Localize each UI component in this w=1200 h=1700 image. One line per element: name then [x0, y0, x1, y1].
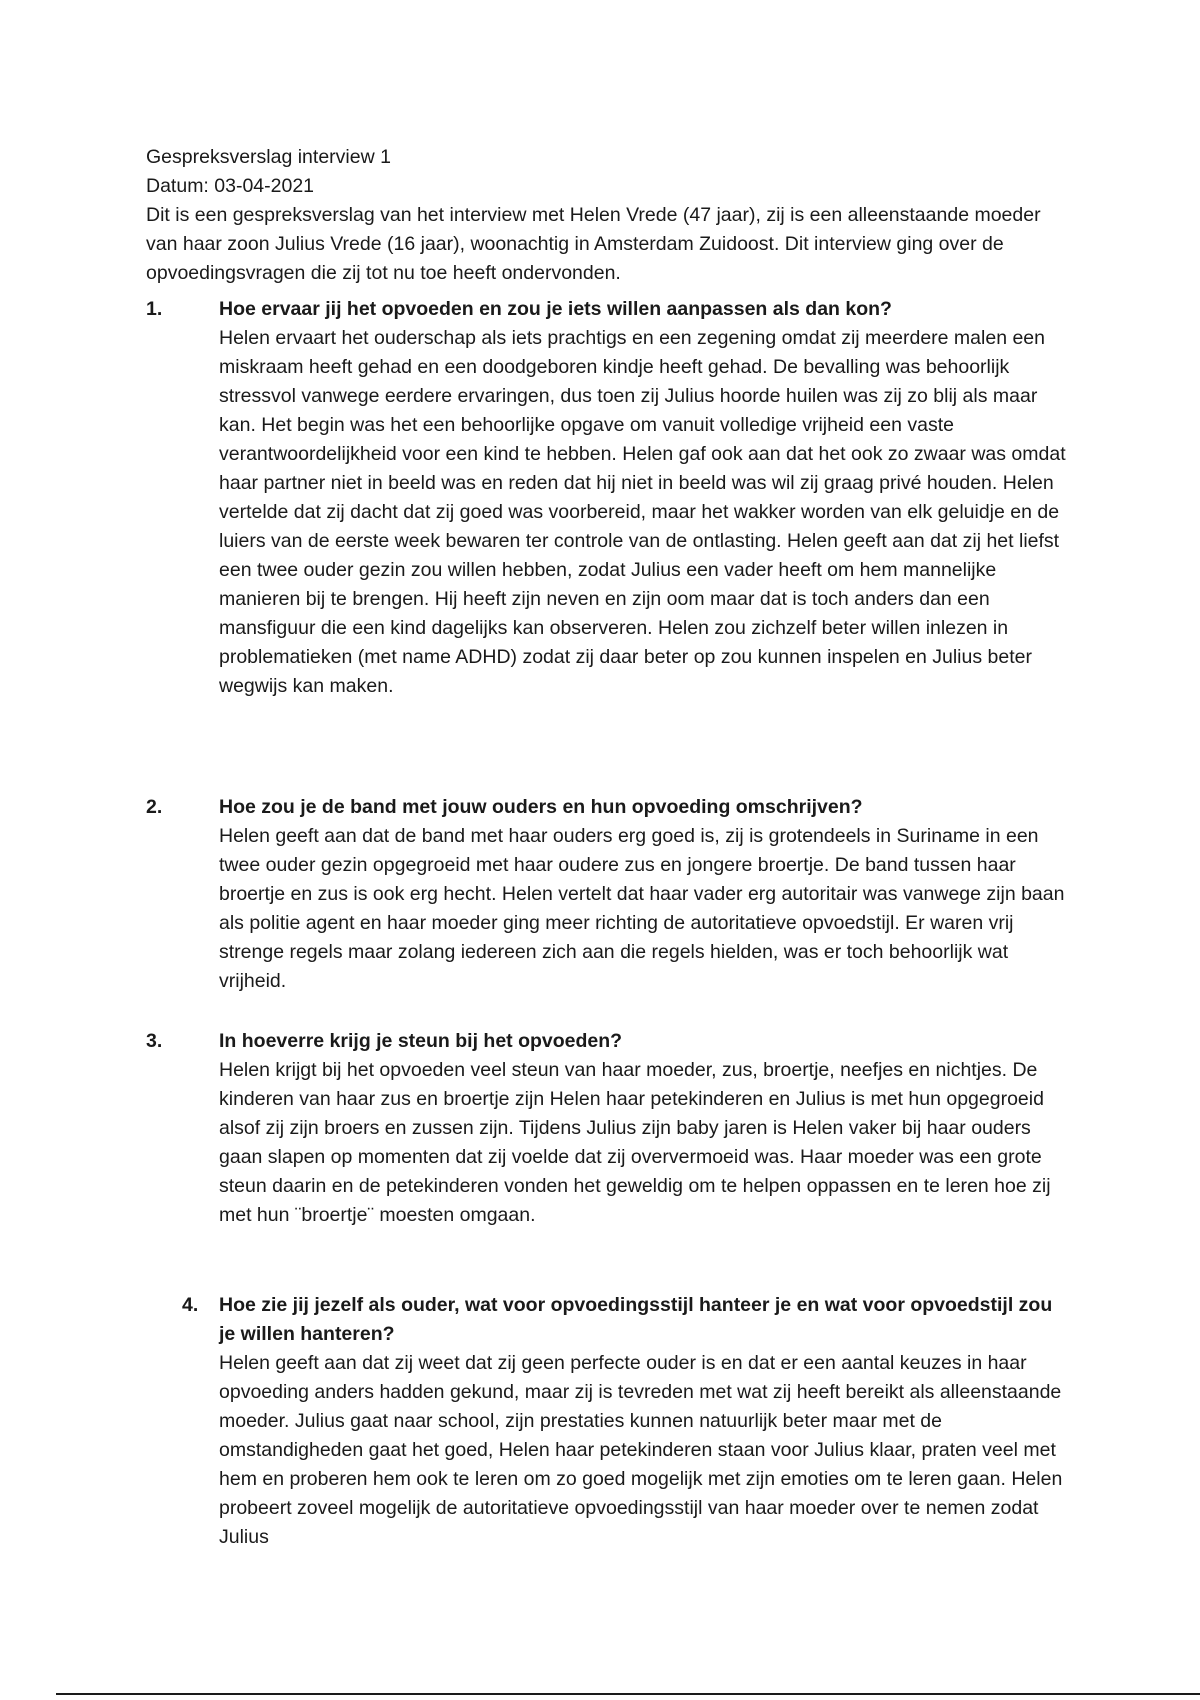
question-section-1	[146, 295, 1066, 701]
question-section-3	[146, 1027, 1066, 1230]
question-number: 4.	[182, 1294, 199, 1316]
question-number: 2.	[146, 796, 163, 818]
question-section-2	[146, 793, 1066, 996]
document-intro: Dit is een gespreksverslag van het interview met Helen Vrede (47 jaar), zij is een alleenstaande moeder van haar zoon Julius Vrede (16 jaar), woonachtig in Amsterdam Zuidoost. Dit interview ging over de opvoedingsvragen die zij tot nu toe heeft ondervonden.	[146, 204, 1041, 284]
question-section-4	[146, 1291, 1066, 1552]
question-title: Hoe zou je de band met jouw ouders en hun opvoeding omschrijven?	[219, 796, 863, 818]
question-title: In hoeverre krijg je steun bij het opvoeden?	[219, 1030, 623, 1052]
document-date: Datum: 03-04-2021	[146, 175, 315, 197]
page-bottom-divider	[56, 1693, 1200, 1695]
question-number: 3.	[146, 1030, 163, 1052]
question-title: Hoe zie jij jezelf als ouder, wat voor opvoedingsstijl hanteer je en wat voor opvoedstijl zou je willen hanteren?	[219, 1294, 1053, 1345]
document-title: Gespreksverslag interview 1	[146, 146, 391, 168]
document-header	[146, 143, 1066, 288]
question-answer: Helen krijgt bij het opvoeden veel steun van haar moeder, zus, broertje, neefjes en nichtjes. De kinderen van haar zus en broertje zijn Helen haar petekinderen en Julius is met hun opgegroeid alsof zij zijn broers en zussen zijn. Tijdens Julius zijn baby jaren is Helen vaker bij haar ouders gaan slapen op momenten dat zij voelde dat zij oververmoeid was. Haar moeder was een grote steun daarin en de petekinderen vonden het geweldig om te helpen oppassen en te leren hoe zij met hun ¨broertje¨ moesten omgaan.	[219, 1059, 1051, 1226]
question-answer: Helen ervaart het ouderschap als iets prachtigs en een zegening omdat zij meerdere malen een miskraam heeft gehad en een doodgeboren kindje heeft gehad. De bevalling was behoorlijk stressvol vanwege eerdere ervaringen, dus toen zij Julius hoorde huilen was zij zo blij als maar kan. Het begin was het een behoorlijke opgave om vanuit volledige vrijheid een vaste verantwoordelijkheid voor een kind te hebben. Helen gaf ook aan dat het ook zo zwaar was omdat haar partner niet in beeld was en reden dat hij niet in beeld was wil zij graag privé houden. Helen vertelde dat zij dacht dat zij goed was voorbereid, maar het wakker worden van elk geluidje en de luiers van de eerste week bewaren ter controle van de ontlasting. Helen geeft aan dat zij het liefst een twee ouder gezin zou willen hebben, zodat Julius een vader heeft om hem mannelijke manieren bij te brengen. Hij heeft zijn neven en zijn oom maar dat is toch anders dan een mansfiguur die een kind dagelijks kan observeren. Helen zou zichzelf beter willen inlezen in problematieken (met name ADHD) zodat zij daar beter op zou kunnen inspelen en Julius beter wegwijs kan maken.	[219, 327, 1066, 697]
question-number: 1.	[146, 298, 163, 320]
question-answer: Helen geeft aan dat de band met haar ouders erg goed is, zij is grotendeels in Suriname in een twee ouder gezin opgegroeid met haar oudere zus en jongere broertje. De band tussen haar broertje en zus is ook erg hecht. Helen vertelt dat haar vader erg autoritair was vanwege zijn baan als politie agent en haar moeder ging meer richting de autoritatieve opvoedstijl. Er waren vrij strenge regels maar zolang iedereen zich aan die regels hielden, was er toch behoorlijk wat vrijheid.	[219, 825, 1065, 992]
question-answer: Helen geeft aan dat zij weet dat zij geen perfecte ouder is en dat er een aantal keuzes in haar opvoeding anders hadden gekund, maar zij is tevreden met wat zij heeft bereikt als alleenstaande moeder. Julius gaat naar school, zijn prestaties kunnen natuurlijk beter maar met de omstandigheden gaat het goed, Helen haar petekinderen staan voor Julius klaar, praten veel met hem en proberen hem ook te leren om zo goed mogelijk met zijn emoties om te leren gaan. Helen probeert zoveel mogelijk de autoritatieve opvoedingsstijl van haar moeder over te nemen zodat Julius	[219, 1352, 1063, 1548]
question-title: Hoe ervaar jij het opvoeden en zou je iets willen aanpassen als dan kon?	[219, 298, 892, 320]
